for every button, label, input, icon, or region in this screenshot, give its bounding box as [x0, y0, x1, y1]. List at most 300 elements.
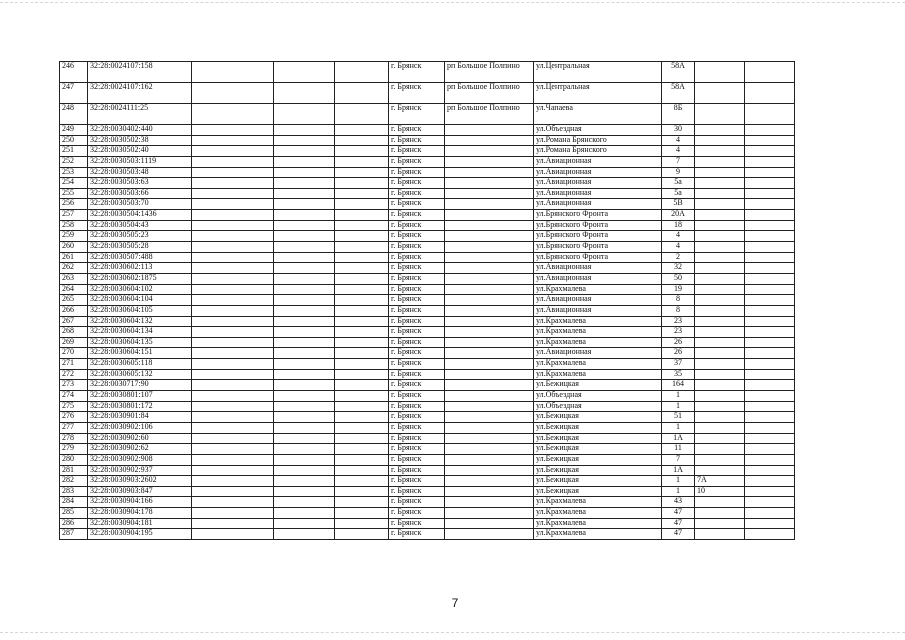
street-cell: ул.Бежицкая [534, 486, 662, 497]
district-cell [445, 529, 534, 540]
row-number: 283 [60, 486, 88, 497]
building-cell [695, 327, 745, 338]
empty-cell [745, 476, 795, 487]
building-cell [695, 391, 745, 402]
empty-cell [335, 486, 389, 497]
house-cell: 58А [662, 83, 695, 104]
empty-cell [335, 284, 389, 295]
cadastral-number: 32:28:0030604:132 [88, 316, 192, 327]
table-row [60, 476, 795, 487]
table-row [60, 518, 795, 529]
empty-cell [274, 369, 335, 380]
house-cell: 1А [662, 433, 695, 444]
empty-cell [745, 242, 795, 253]
empty-cell [274, 295, 335, 306]
table-row [60, 486, 795, 497]
empty-cell [335, 125, 389, 136]
row-number: 248 [60, 104, 88, 125]
table-row [60, 359, 795, 370]
row-number: 263 [60, 273, 88, 284]
table-row [60, 284, 795, 295]
table-row [60, 295, 795, 306]
row-number: 251 [60, 146, 88, 157]
empty-cell [745, 529, 795, 540]
empty-cell [274, 167, 335, 178]
empty-cell [274, 263, 335, 274]
district-cell [445, 422, 534, 433]
district-cell [445, 263, 534, 274]
empty-cell [274, 62, 335, 83]
house-cell: 30 [662, 125, 695, 136]
cadastral-number: 32:28:0030801:172 [88, 401, 192, 412]
empty-cell [274, 454, 335, 465]
empty-cell [274, 305, 335, 316]
cadastral-number: 32:28:0030503:48 [88, 167, 192, 178]
district-cell [445, 305, 534, 316]
street-cell: ул.Брянского Фронта [534, 252, 662, 263]
empty-cell [192, 422, 274, 433]
cadastral-number: 32:28:0030902:62 [88, 444, 192, 455]
district-cell [445, 273, 534, 284]
empty-cell [274, 518, 335, 529]
empty-cell [745, 444, 795, 455]
empty-cell [335, 422, 389, 433]
street-cell: ул.Объездная [534, 401, 662, 412]
row-number: 247 [60, 83, 88, 104]
building-cell [695, 529, 745, 540]
empty-cell [745, 337, 795, 348]
row-number: 257 [60, 210, 88, 221]
table-row [60, 327, 795, 338]
row-number: 269 [60, 337, 88, 348]
street-cell: ул.Крахмалева [534, 508, 662, 519]
empty-cell [335, 146, 389, 157]
street-cell: ул.Бежицкая [534, 465, 662, 476]
cadastral-number: 32:28:0030604:135 [88, 337, 192, 348]
street-cell: ул.Романа Брянского [534, 135, 662, 146]
row-number: 280 [60, 454, 88, 465]
city-cell: г. Брянск [389, 188, 445, 199]
street-cell: ул.Авиационная [534, 273, 662, 284]
empty-cell [335, 412, 389, 423]
page-number: 7 [451, 596, 459, 610]
street-cell: ул.Центральная [534, 83, 662, 104]
empty-cell [274, 359, 335, 370]
empty-cell [745, 220, 795, 231]
cadastral-number: 32:28:0030503:1119 [88, 156, 192, 167]
row-number: 272 [60, 369, 88, 380]
house-cell: 43 [662, 497, 695, 508]
empty-cell [335, 305, 389, 316]
street-cell: ул.Авиационная [534, 295, 662, 306]
empty-cell [192, 305, 274, 316]
empty-cell [192, 263, 274, 274]
building-cell [695, 433, 745, 444]
city-cell: г. Брянск [389, 380, 445, 391]
building-cell [695, 497, 745, 508]
cadastral-number: 32:28:0030505:28 [88, 242, 192, 253]
table-row [60, 188, 795, 199]
empty-cell [192, 284, 274, 295]
city-cell: г. Брянск [389, 125, 445, 136]
district-cell [445, 178, 534, 189]
row-number: 260 [60, 242, 88, 253]
empty-cell [274, 465, 335, 476]
district-cell [445, 497, 534, 508]
table-row [60, 220, 795, 231]
building-cell [695, 210, 745, 221]
empty-cell [274, 486, 335, 497]
street-cell: ул.Крахмалева [534, 369, 662, 380]
street-cell: ул.Авиационная [534, 178, 662, 189]
building-cell [695, 167, 745, 178]
empty-cell [335, 104, 389, 125]
row-number: 267 [60, 316, 88, 327]
empty-cell [335, 444, 389, 455]
city-cell: г. Брянск [389, 178, 445, 189]
city-cell: г. Брянск [389, 337, 445, 348]
empty-cell [335, 263, 389, 274]
empty-cell [274, 284, 335, 295]
row-number: 273 [60, 380, 88, 391]
empty-cell [192, 454, 274, 465]
empty-cell [335, 369, 389, 380]
empty-cell [335, 391, 389, 402]
city-cell: г. Брянск [389, 210, 445, 221]
cadastral-number: 32:28:0030602:1875 [88, 273, 192, 284]
empty-cell [335, 454, 389, 465]
district-cell [445, 508, 534, 519]
table-row [60, 135, 795, 146]
empty-cell [192, 337, 274, 348]
empty-cell [745, 348, 795, 359]
street-cell: ул.Бежицкая [534, 380, 662, 391]
city-cell: г. Брянск [389, 104, 445, 125]
city-cell: г. Брянск [389, 252, 445, 263]
city-cell: г. Брянск [389, 263, 445, 274]
empty-cell [745, 135, 795, 146]
empty-cell [745, 284, 795, 295]
empty-cell [192, 242, 274, 253]
empty-cell [274, 135, 335, 146]
table-row [60, 412, 795, 423]
building-cell [695, 422, 745, 433]
street-cell: ул.Бежицкая [534, 433, 662, 444]
empty-cell [335, 327, 389, 338]
table-row [60, 369, 795, 380]
empty-cell [335, 83, 389, 104]
district-cell [445, 316, 534, 327]
empty-cell [745, 263, 795, 274]
district-cell [445, 295, 534, 306]
empty-cell [745, 369, 795, 380]
empty-cell [335, 476, 389, 487]
house-cell: 1 [662, 476, 695, 487]
building-cell [695, 135, 745, 146]
empty-cell [192, 295, 274, 306]
building-cell [695, 454, 745, 465]
street-cell: ул.Крахмалева [534, 359, 662, 370]
empty-cell [745, 273, 795, 284]
table-row [60, 316, 795, 327]
street-cell: ул.Брянского Фронта [534, 210, 662, 221]
cadastral-number: 32:28:0030504:43 [88, 220, 192, 231]
empty-cell [192, 369, 274, 380]
street-cell: ул.Авиационная [534, 199, 662, 210]
city-cell: г. Брянск [389, 242, 445, 253]
district-cell: рп Большое Полпино [445, 83, 534, 104]
row-number: 249 [60, 125, 88, 136]
empty-cell [335, 135, 389, 146]
empty-cell [745, 305, 795, 316]
district-cell [445, 476, 534, 487]
district-cell [445, 359, 534, 370]
house-cell: 1 [662, 486, 695, 497]
house-cell: 8 [662, 305, 695, 316]
city-cell: г. Брянск [389, 508, 445, 519]
table-row [60, 156, 795, 167]
cadastral-number: 32:28:0030502:40 [88, 146, 192, 157]
empty-cell [192, 412, 274, 423]
table-row [60, 242, 795, 253]
house-cell: 8 [662, 295, 695, 306]
district-cell [445, 210, 534, 221]
cadastral-number: 32:28:0030503:63 [88, 178, 192, 189]
empty-cell [192, 62, 274, 83]
house-cell: 58А [662, 62, 695, 83]
empty-cell [335, 497, 389, 508]
city-cell: г. Брянск [389, 529, 445, 540]
empty-cell [745, 188, 795, 199]
city-cell: г. Брянск [389, 518, 445, 529]
house-cell: 50 [662, 273, 695, 284]
cadastral-number: 32:28:0030902:60 [88, 433, 192, 444]
row-number: 285 [60, 508, 88, 519]
city-cell: г. Брянск [389, 284, 445, 295]
empty-cell [274, 380, 335, 391]
table-row [60, 104, 795, 125]
cadastral-number: 32:28:0030801:107 [88, 391, 192, 402]
empty-cell [745, 125, 795, 136]
empty-cell [274, 231, 335, 242]
house-cell: 35 [662, 369, 695, 380]
table-row [60, 273, 795, 284]
cadastral-number: 32:28:0030502:38 [88, 135, 192, 146]
empty-cell [192, 156, 274, 167]
building-cell [695, 508, 745, 519]
house-cell: 4 [662, 146, 695, 157]
table-row [60, 497, 795, 508]
row-number: 268 [60, 327, 88, 338]
row-number: 286 [60, 518, 88, 529]
empty-cell [335, 401, 389, 412]
empty-cell [745, 380, 795, 391]
city-cell: г. Брянск [389, 444, 445, 455]
table-row [60, 210, 795, 221]
district-cell [445, 518, 534, 529]
empty-cell [192, 104, 274, 125]
district-cell [445, 380, 534, 391]
district-cell [445, 337, 534, 348]
cadastral-number: 32:28:0030904:166 [88, 497, 192, 508]
empty-cell [745, 316, 795, 327]
cadastral-number: 32:28:0030904:181 [88, 518, 192, 529]
empty-cell [745, 412, 795, 423]
empty-cell [745, 199, 795, 210]
empty-cell [192, 380, 274, 391]
empty-cell [274, 348, 335, 359]
street-cell: ул.Авиационная [534, 188, 662, 199]
street-cell: ул.Бежицкая [534, 476, 662, 487]
empty-cell [745, 178, 795, 189]
street-cell: ул.Крахмалева [534, 284, 662, 295]
empty-cell [192, 125, 274, 136]
cadastral-number: 32:28:0030605:132 [88, 369, 192, 380]
street-cell: ул.Крахмалева [534, 518, 662, 529]
house-cell: 20А [662, 210, 695, 221]
empty-cell [335, 242, 389, 253]
cadastral-number: 32:28:0030903:847 [88, 486, 192, 497]
empty-cell [745, 104, 795, 125]
empty-cell [192, 188, 274, 199]
house-cell: 1 [662, 422, 695, 433]
building-cell [695, 242, 745, 253]
empty-cell [274, 220, 335, 231]
table-row [60, 125, 795, 136]
house-cell: 1 [662, 401, 695, 412]
building-cell [695, 444, 745, 455]
empty-cell [192, 231, 274, 242]
empty-cell [192, 444, 274, 455]
empty-cell [274, 316, 335, 327]
row-number: 284 [60, 497, 88, 508]
street-cell: ул.Авиационная [534, 348, 662, 359]
building-cell [695, 412, 745, 423]
empty-cell [274, 497, 335, 508]
cadastral-number: 32:28:0030904:195 [88, 529, 192, 540]
table-row [60, 422, 795, 433]
house-cell: 9 [662, 167, 695, 178]
empty-cell [274, 412, 335, 423]
empty-cell [335, 210, 389, 221]
empty-cell [335, 199, 389, 210]
empty-cell [192, 210, 274, 221]
building-cell: 7А [695, 476, 745, 487]
cadastral-number: 32:28:0030904:178 [88, 508, 192, 519]
street-cell: ул.Крахмалева [534, 337, 662, 348]
row-number: 262 [60, 263, 88, 274]
empty-cell [745, 252, 795, 263]
district-cell [445, 252, 534, 263]
empty-cell [745, 422, 795, 433]
empty-cell [335, 273, 389, 284]
table-row [60, 380, 795, 391]
building-cell [695, 305, 745, 316]
empty-cell [192, 83, 274, 104]
empty-cell [274, 242, 335, 253]
building-cell [695, 401, 745, 412]
empty-cell [274, 188, 335, 199]
house-cell: 5а [662, 188, 695, 199]
empty-cell [335, 156, 389, 167]
empty-cell [192, 497, 274, 508]
street-cell: ул.Центральная [534, 62, 662, 83]
row-number: 246 [60, 62, 88, 83]
cadastral-number: 32:28:0030602:113 [88, 263, 192, 274]
table-row [60, 444, 795, 455]
building-cell [695, 156, 745, 167]
building-cell [695, 178, 745, 189]
cadastral-number: 32:28:0030503:66 [88, 188, 192, 199]
empty-cell [335, 295, 389, 306]
empty-cell [192, 146, 274, 157]
row-number: 261 [60, 252, 88, 263]
cadastral-number: 32:28:0024111:25 [88, 104, 192, 125]
house-cell: 51 [662, 412, 695, 423]
table-row [60, 252, 795, 263]
empty-cell [745, 359, 795, 370]
empty-cell [274, 401, 335, 412]
empty-cell [274, 337, 335, 348]
table-row [60, 167, 795, 178]
district-cell [445, 401, 534, 412]
street-cell: ул.Бежицкая [534, 454, 662, 465]
district-cell [445, 231, 534, 242]
house-cell: 11 [662, 444, 695, 455]
empty-cell [274, 422, 335, 433]
street-cell: ул.Бежицкая [534, 422, 662, 433]
cadastral-number: 32:28:0024107:158 [88, 62, 192, 83]
row-number: 276 [60, 412, 88, 423]
street-cell: ул.Брянского Фронта [534, 220, 662, 231]
building-cell [695, 231, 745, 242]
empty-cell [274, 210, 335, 221]
house-cell: 4 [662, 135, 695, 146]
street-cell: ул.Брянского Фронта [534, 231, 662, 242]
house-cell: 19 [662, 284, 695, 295]
house-cell: 7 [662, 156, 695, 167]
district-cell [445, 220, 534, 231]
street-cell: ул.Крахмалева [534, 316, 662, 327]
empty-cell [192, 316, 274, 327]
district-cell [445, 146, 534, 157]
cadastral-number: 32:28:0030507:488 [88, 252, 192, 263]
city-cell: г. Брянск [389, 83, 445, 104]
city-cell: г. Брянск [389, 348, 445, 359]
empty-cell [745, 486, 795, 497]
empty-cell [274, 252, 335, 263]
empty-cell [335, 167, 389, 178]
empty-cell [335, 337, 389, 348]
district-cell [445, 465, 534, 476]
empty-cell [274, 146, 335, 157]
cadastral-table [59, 61, 795, 540]
district-cell [445, 433, 534, 444]
empty-cell [745, 295, 795, 306]
cadastral-number: 32:28:0030902:908 [88, 454, 192, 465]
row-number: 287 [60, 529, 88, 540]
city-cell: г. Брянск [389, 422, 445, 433]
city-cell: г. Брянск [389, 316, 445, 327]
empty-cell [192, 391, 274, 402]
city-cell: г. Брянск [389, 199, 445, 210]
row-number: 264 [60, 284, 88, 295]
empty-cell [745, 62, 795, 83]
street-cell: ул.Чапаева [534, 104, 662, 125]
row-number: 279 [60, 444, 88, 455]
building-cell [695, 359, 745, 370]
scan-edge-top [0, 2, 905, 6]
